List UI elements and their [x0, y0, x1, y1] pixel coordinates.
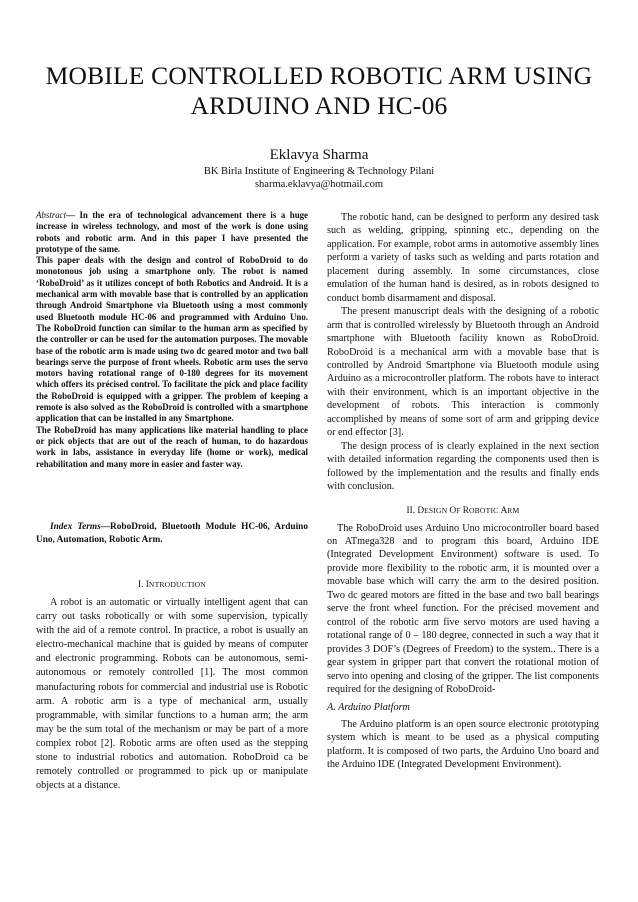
- heading-sc: OBOTIC: [468, 505, 501, 515]
- index-terms-lead: Index Terms: [50, 522, 101, 532]
- introduction-column: [36, 578, 308, 793]
- abstract-text-1: In the era of technological advancement there is a huge increase in wireless technology, and most of the work is done using robots and robotic arm. And in this paper I have presented the prototype of the same.: [36, 210, 309, 254]
- subsection-heading-arduino: A. Arduino Platform: [327, 702, 410, 714]
- author-email[interactable]: sharma.eklavya@hotmail.com: [254, 179, 384, 190]
- heading-cap: D: [417, 505, 425, 516]
- heading-sc: F: [456, 505, 463, 515]
- intro-para-4: The design process of is clearly explained in the next section with detailed information regarding the components used then is followed by the implementation and the results and finally ends with conclusion.: [327, 440, 599, 493]
- section-heading-design: [327, 504, 599, 518]
- arduino-para-1: The Arduino platform is an open source electronic prototyping system which is meant to be used as a physical computing platform. It is composed of two parts, the Arduino Uno board and the Arduino IDE (Integrated Development Environment).: [327, 718, 599, 771]
- section-title-rest: NTRODUCTION: [148, 580, 206, 589]
- section-number: I.: [138, 580, 146, 590]
- title-line-1: MOBILE CONTROLLED ROBOTIC ARM USING: [45, 61, 593, 90]
- abstract-lead: Abstract: [36, 210, 67, 220]
- right-column: [327, 211, 599, 772]
- section-first-letter: I: [145, 580, 149, 590]
- section-number: II.: [406, 505, 418, 516]
- paper-title: [30, 61, 608, 121]
- heading-sc: ESIGN: [424, 505, 450, 515]
- abstract-para-3: The RoboDroid has many applications like material handling to place or pick objects that are out of the reach of human, to do hazardous work in labs, assistance in everyday life (home or work), medical rehabilitation and many more in easier and faster way.: [36, 424, 308, 469]
- author-affiliation: BK Birla Institute of Engineering & Technology Pilani: [203, 166, 435, 177]
- heading-sc: RM: [507, 505, 520, 515]
- author-name: Eklavya Sharma: [269, 147, 369, 163]
- abstract-dash: —: [66, 210, 80, 220]
- abstract-para-1: [36, 210, 308, 255]
- heading-cap: R: [462, 505, 469, 516]
- title-line-2: ARDUINO AND HC-06: [190, 91, 448, 120]
- abstract-para-2: This paper deals with the design and control of RoboDroid to do monotonous job using a smartphone only. The robot is named ‘RoboDroid’ as it utilizes concept of both Robotics and Android. It is a mechanical arm with movable base that is controlled by an application through Android Smartphone via Bluetooth using a most commonly used Bluetooth module HC-06 and programmed with Arduino Uno. The RoboDroid function can similar to the human arm as specified by the controller or can be used for the automation purposes. The movable base of the robotic arm is made using two dc geared motor and two ball bearings serve the purpose of front wheels. Robotic arm uses the servo motors having rotational range of 0-180 degrees for its movement which offers its précised control. To facilitate the pick and place facility the RoboDroid is equipped with a gripper. The problem of keeping a remote is also solved as the RoboDroid is controlled with a smartphone application that can be installed in any Smartphone.: [36, 255, 308, 424]
- section-heading-introduction: [36, 578, 308, 592]
- index-terms: [36, 521, 308, 547]
- spacer: [327, 494, 599, 504]
- abstract-block: [36, 210, 308, 470]
- intro-para-3: The present manuscript deals with the designing of a robotic arm that is controlled wirelessly by Bluetooth through an Android smartphone with Bluetooth facility known as RoboDroid. RoboDroid is a mechanical arm with a movable base that is controlled by Android Smartphone via Bluetooth module using Arduino as a microcontroller platform. The robots have to interact with their environment, which is an important objective in the development of robots. This interaction is commonly accomplished by means of some sort of arm and gripping device or end effector [3].: [327, 306, 599, 439]
- design-para-1: The RoboDroid uses Arduino Uno microcontroller board based on ATmega328 and to program this board, Arduino IDE (Integrated Development Environment) software is used. To provide more flexibility to the robotic arm, it is mounted over a movable base which will carry the arm to the desired position. Two dc geared motors are fitted in the base and two ball bearings serve the front wheel function. For the précised movement and control of the robotic arm five servo motors are used having a rotational range of 0 – 180 degree, connected in such a way that it provides 3 DOF’s (Degrees of Freedom) to the system.. There is a gear system in gripper part that convert the rotational motion of servo into opening and closing of the gripper. The list components required for the designing of RoboDroid-: [327, 522, 599, 695]
- intro-para-1: A robot is an automatic or virtually intelligent agent that can carry out tasks robotically or with some supervision, typically with the aid of a remote control. In practice, a robot is usually an electro-mechanical machine that is guided by means of computer and electronic programming. Robots can be autonomous, semi-autonomous or remotely controlled [1]. The most common manufacturing robots for commercial and industrial use is Robotic arm. A robotic arm is a type of mechanical arm, usually programmable, with similar functions to a human arm; the arm may be the sum total of the mechanism or may be part of a more complex robot [2]. Robotic arms are often used as the stepping stone to industrial robotics and automation. RoboDroid ca be remotely controlled or programmed to pick up or manipulate objects at a distance.: [36, 597, 308, 792]
- index-terms-text: —RoboDroid, Bluetooth Module HC-06, Arduino Uno, Automation, Robotic Arm.: [36, 522, 308, 545]
- heading-cap: A: [500, 505, 508, 516]
- intro-para-2: The robotic hand, can be designed to perform any desired task such as welding, gripping, spinning etc., depending on the application. For example, robot arms in automotive assembly lines perform a variety of tasks such as welding and parts rotation and placement during assembly. In some circumstances, close emulation of the human hand is desired, as in robots designed to conduct bomb disarmament and disposal.: [327, 212, 599, 304]
- heading-cap: O: [449, 505, 457, 516]
